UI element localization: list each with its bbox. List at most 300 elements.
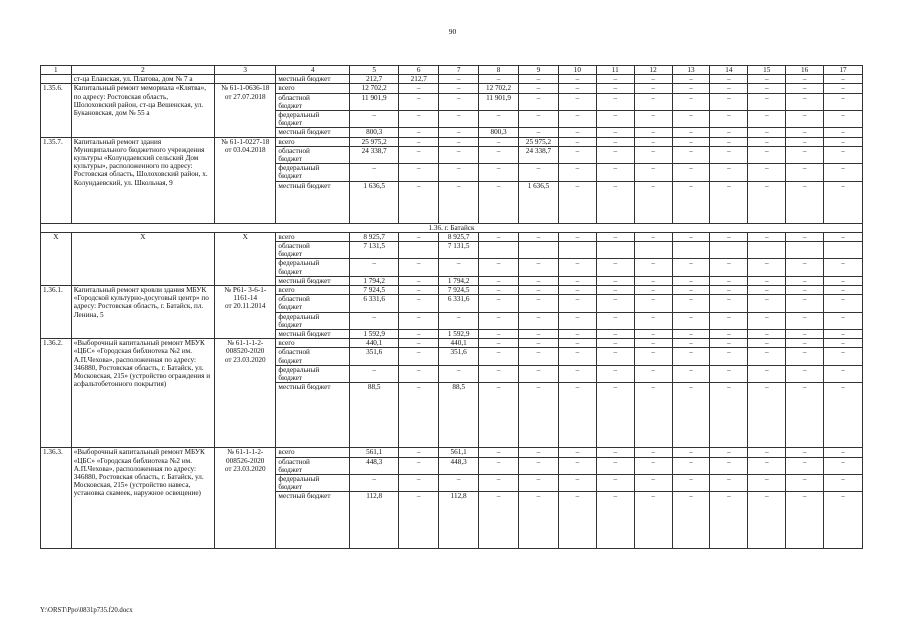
value-cell: – [479, 348, 519, 365]
column-number: 2 [71, 66, 214, 75]
value-cell: – [824, 181, 863, 223]
value-cell: – [596, 286, 634, 295]
value-cell [519, 242, 559, 259]
column-number: 1 [41, 66, 72, 75]
value-cell: – [479, 276, 519, 285]
value-cell: – [479, 339, 519, 348]
value-cell: – [748, 137, 786, 146]
object-name: Капитальный ремонт здания Муниципального бюджетного учреждения культуры «Колундаевский сельский Дом культуры», расположенного по адресу: Ростовская область, Шолоховский район, х. Колундаевский, ул. Школьная, 9 [71, 137, 214, 223]
budget-source: местный бюджет [276, 383, 350, 448]
value-cell: – [479, 295, 519, 312]
value-cell: – [596, 330, 634, 339]
value-cell: – [672, 492, 710, 549]
value-cell: – [558, 365, 596, 382]
value-cell: – [399, 137, 439, 146]
value-cell: – [399, 348, 439, 365]
value-cell: – [479, 492, 519, 549]
value-cell: – [786, 75, 824, 84]
value-cell: – [439, 474, 479, 491]
value-cell: 800,3 [350, 128, 399, 137]
value-cell: 800,3 [479, 128, 519, 137]
budget-source: федеральный бюджет [276, 474, 350, 491]
value-cell: – [399, 457, 439, 474]
value-cell: 8 925,7 [350, 232, 399, 241]
value-cell: – [710, 457, 748, 474]
value-cell: – [824, 348, 863, 365]
value-cell: – [672, 111, 710, 128]
value-cell: 88,5 [439, 383, 479, 448]
value-cell: – [824, 93, 863, 110]
value-cell: – [634, 474, 672, 491]
value-cell: – [399, 181, 439, 223]
value-cell: – [558, 232, 596, 241]
value-cell: – [786, 93, 824, 110]
value-cell: – [748, 474, 786, 491]
value-cell: – [519, 84, 559, 93]
value-cell: – [824, 492, 863, 549]
budget-source: областной бюджет [276, 242, 350, 259]
value-cell: – [479, 181, 519, 223]
value-cell: – [634, 457, 672, 474]
value-cell: – [824, 457, 863, 474]
object-name: X [71, 232, 214, 285]
value-cell: – [710, 474, 748, 491]
value-cell: – [672, 339, 710, 348]
value-cell: – [824, 339, 863, 348]
value-cell: – [634, 164, 672, 181]
value-cell: – [558, 457, 596, 474]
value-cell: – [672, 276, 710, 285]
value-cell: 1 592,9 [350, 330, 399, 339]
budget-source: федеральный бюджет [276, 259, 350, 276]
value-cell: – [634, 84, 672, 93]
value-cell: – [596, 259, 634, 276]
value-cell: – [596, 232, 634, 241]
column-number: 17 [824, 66, 863, 75]
value-cell: – [824, 286, 863, 295]
object-name: Капитальный ремонт кровли здания МБУК «Городской культурно-досуговый центр» по адресу: Ростовская область, г. Батайск, пл. Ленина, 5 [71, 286, 214, 339]
value-cell: – [596, 339, 634, 348]
value-cell: 88,5 [350, 383, 399, 448]
column-number: 15 [748, 66, 786, 75]
section-title: 1.36. г. Батайск [41, 223, 863, 232]
value-cell: – [710, 286, 748, 295]
expertise-doc: № 61-1-1-2- 008520-2020 от 23.03.2020 [215, 339, 276, 448]
value-cell: – [824, 75, 863, 84]
value-cell: – [399, 259, 439, 276]
value-cell: – [672, 457, 710, 474]
value-cell: – [824, 232, 863, 241]
object-name: «Выборочный капитальный ремонт МБУК «ЦБС» «Городская библиотека №2 им. А.П.Чехова», расположенная по адресу: 346880, Ростовская область, г. Батайск, ул. Московская, 215» (устройство ограждения и асфальтобетонного покрытия) [71, 339, 214, 448]
value-cell: – [710, 383, 748, 448]
value-cell: – [634, 137, 672, 146]
value-cell: – [786, 474, 824, 491]
value-cell: – [710, 181, 748, 223]
value-cell: – [558, 339, 596, 348]
budget-source: федеральный бюджет [276, 312, 350, 329]
value-cell: – [748, 312, 786, 329]
value-cell: – [596, 128, 634, 137]
value-cell: – [786, 448, 824, 457]
value-cell: 440,1 [350, 339, 399, 348]
value-cell [710, 242, 748, 259]
value-cell: – [519, 312, 559, 329]
value-cell: – [672, 474, 710, 491]
value-cell: – [710, 365, 748, 382]
value-cell: – [350, 111, 399, 128]
value-cell: – [558, 164, 596, 181]
value-cell: 351,6 [350, 348, 399, 365]
value-cell: – [748, 492, 786, 549]
value-cell: – [824, 330, 863, 339]
value-cell: – [786, 146, 824, 163]
budget-source: всего [276, 339, 350, 348]
value-cell: 8 925,7 [439, 232, 479, 241]
value-cell: – [634, 286, 672, 295]
value-cell: – [399, 286, 439, 295]
budget-source: всего [276, 84, 350, 93]
value-cell: – [710, 276, 748, 285]
value-cell: – [558, 259, 596, 276]
table-row [41, 137, 863, 146]
budget-source: областной бюджет [276, 93, 350, 110]
value-cell: – [558, 330, 596, 339]
value-cell: – [350, 365, 399, 382]
value-cell: – [479, 457, 519, 474]
value-cell: – [558, 128, 596, 137]
value-cell: – [479, 137, 519, 146]
column-number: 10 [558, 66, 596, 75]
value-cell: – [710, 339, 748, 348]
value-cell: – [786, 330, 824, 339]
value-cell: 11 901,9 [350, 93, 399, 110]
value-cell: 1 794,2 [439, 276, 479, 285]
value-cell: – [479, 259, 519, 276]
value-cell: – [748, 348, 786, 365]
value-cell: – [558, 146, 596, 163]
table-row [41, 75, 863, 84]
value-cell: – [672, 75, 710, 84]
value-cell: – [519, 457, 559, 474]
value-cell: – [479, 164, 519, 181]
value-cell: – [558, 312, 596, 329]
value-cell: – [634, 259, 672, 276]
value-cell [399, 242, 439, 259]
value-cell: – [786, 348, 824, 365]
value-cell: – [439, 128, 479, 137]
value-cell: – [748, 339, 786, 348]
value-cell: – [596, 75, 634, 84]
value-cell: – [786, 232, 824, 241]
value-cell: – [672, 164, 710, 181]
value-cell: – [479, 448, 519, 457]
value-cell: – [672, 146, 710, 163]
value-cell: – [399, 448, 439, 457]
value-cell: – [519, 276, 559, 285]
value-cell: – [634, 295, 672, 312]
value-cell: – [710, 312, 748, 329]
value-cell: – [672, 232, 710, 241]
value-cell: – [786, 295, 824, 312]
value-cell: – [748, 128, 786, 137]
value-cell: – [786, 84, 824, 93]
value-cell: – [786, 457, 824, 474]
value-cell: – [399, 295, 439, 312]
value-cell: 561,1 [350, 448, 399, 457]
value-cell: – [596, 137, 634, 146]
value-cell: – [479, 111, 519, 128]
value-cell: – [634, 146, 672, 163]
budget-source: всего [276, 137, 350, 146]
value-cell: – [824, 474, 863, 491]
value-cell: – [519, 365, 559, 382]
value-cell: – [672, 286, 710, 295]
value-cell: – [558, 276, 596, 285]
budget-source: местный бюджет [276, 75, 350, 84]
value-cell: – [672, 84, 710, 93]
value-cell: 448,3 [439, 457, 479, 474]
budget-source: областной бюджет [276, 295, 350, 312]
value-cell: – [350, 164, 399, 181]
value-cell: – [748, 259, 786, 276]
value-cell: 6 331,6 [350, 295, 399, 312]
value-cell: – [748, 84, 786, 93]
value-cell: – [786, 276, 824, 285]
value-cell: – [786, 383, 824, 448]
value-cell: – [558, 75, 596, 84]
value-cell: – [479, 330, 519, 339]
value-cell: – [399, 312, 439, 329]
value-cell: 7 924,5 [350, 286, 399, 295]
value-cell: – [786, 164, 824, 181]
table-row [41, 232, 863, 241]
value-cell: – [399, 146, 439, 163]
value-cell: – [596, 146, 634, 163]
value-cell: – [558, 111, 596, 128]
value-cell: – [439, 93, 479, 110]
value-cell: – [748, 383, 786, 448]
value-cell: – [824, 84, 863, 93]
budget-table [40, 65, 863, 549]
value-cell: – [399, 276, 439, 285]
value-cell: – [519, 330, 559, 339]
value-cell: – [558, 295, 596, 312]
value-cell: – [672, 365, 710, 382]
value-cell: – [596, 457, 634, 474]
value-cell: – [748, 146, 786, 163]
value-cell: – [710, 164, 748, 181]
item-number: 1.36.2. [41, 339, 72, 448]
value-cell: – [672, 348, 710, 365]
value-cell: – [479, 312, 519, 329]
value-cell: 12 702,2 [479, 84, 519, 93]
column-number: 12 [634, 66, 672, 75]
value-cell: – [634, 365, 672, 382]
value-cell: – [634, 330, 672, 339]
value-cell [824, 242, 863, 259]
value-cell: – [399, 164, 439, 181]
value-cell: – [710, 348, 748, 365]
budget-source: местный бюджет [276, 492, 350, 549]
value-cell: 11 901,9 [479, 93, 519, 110]
expertise-doc: X [215, 232, 276, 285]
value-cell: – [634, 111, 672, 128]
value-cell: 212,7 [399, 75, 439, 84]
table-row [41, 339, 863, 348]
value-cell: 112,8 [350, 492, 399, 549]
value-cell: – [519, 111, 559, 128]
value-cell: – [519, 492, 559, 549]
expertise-doc: № Р61- 3-6-1- 1161-14 от 20.11.2014 [215, 286, 276, 339]
value-cell: – [748, 365, 786, 382]
value-cell: – [439, 365, 479, 382]
value-cell: – [479, 146, 519, 163]
value-cell: – [519, 448, 559, 457]
value-cell: – [748, 330, 786, 339]
column-number: 9 [519, 66, 559, 75]
doc-cell [215, 75, 276, 84]
value-cell: – [710, 128, 748, 137]
value-cell: 25 975,2 [519, 137, 559, 146]
value-cell: 1 636,5 [350, 181, 399, 223]
value-cell: – [350, 312, 399, 329]
table-row [41, 448, 863, 457]
value-cell: – [634, 448, 672, 457]
budget-source: всего [276, 448, 350, 457]
value-cell: – [786, 259, 824, 276]
value-cell: 448,3 [350, 457, 399, 474]
value-cell: – [596, 164, 634, 181]
value-cell: – [748, 232, 786, 241]
value-cell: – [596, 312, 634, 329]
value-cell: – [634, 383, 672, 448]
value-cell: – [519, 383, 559, 448]
value-cell: – [710, 137, 748, 146]
value-cell: – [596, 348, 634, 365]
value-cell: – [439, 181, 479, 223]
value-cell: – [479, 383, 519, 448]
value-cell: – [596, 492, 634, 549]
value-cell: 7 131,5 [350, 242, 399, 259]
value-cell: – [479, 286, 519, 295]
value-cell: – [672, 312, 710, 329]
value-cell: – [439, 312, 479, 329]
value-cell: 440,1 [439, 339, 479, 348]
value-cell: – [399, 383, 439, 448]
budget-source: областной бюджет [276, 457, 350, 474]
value-cell: – [710, 330, 748, 339]
value-cell: – [519, 232, 559, 241]
page-number: 90 [448, 27, 457, 36]
value-cell: – [634, 232, 672, 241]
value-cell: – [596, 93, 634, 110]
item-number: 1.36.1. [41, 286, 72, 339]
value-cell: – [439, 146, 479, 163]
item-number: X [41, 232, 72, 285]
value-cell: – [558, 383, 596, 448]
value-cell: – [824, 128, 863, 137]
column-number: 4 [276, 66, 350, 75]
value-cell: – [399, 330, 439, 339]
footer-path: Y:\ORST\Ppo\0831p735.f20.docx [40, 607, 133, 614]
value-cell: – [748, 75, 786, 84]
value-cell: – [479, 474, 519, 491]
value-cell: – [519, 128, 559, 137]
column-number: 8 [479, 66, 519, 75]
value-cell: – [748, 457, 786, 474]
column-number: 13 [672, 66, 710, 75]
expertise-doc: № 61-1-1-2- 008526-2020 от 23.03.2020 [215, 448, 276, 549]
value-cell: – [519, 259, 559, 276]
value-cell: – [558, 474, 596, 491]
budget-source: областной бюджет [276, 348, 350, 365]
value-cell: 24 338,7 [350, 146, 399, 163]
column-number-row [41, 66, 863, 75]
column-number: 7 [439, 66, 479, 75]
value-cell: – [824, 137, 863, 146]
value-cell: – [596, 276, 634, 285]
value-cell: – [710, 146, 748, 163]
value-cell: – [399, 339, 439, 348]
value-cell: – [596, 448, 634, 457]
value-cell: 7 131,5 [439, 242, 479, 259]
value-cell: – [519, 348, 559, 365]
value-cell: – [634, 75, 672, 84]
value-cell: – [399, 232, 439, 241]
value-cell: – [399, 474, 439, 491]
value-cell: – [786, 137, 824, 146]
value-cell: 25 975,2 [350, 137, 399, 146]
value-cell: – [786, 339, 824, 348]
value-cell: – [748, 448, 786, 457]
table-row [41, 84, 863, 93]
value-cell: – [748, 93, 786, 110]
value-cell: – [634, 181, 672, 223]
value-cell: – [786, 128, 824, 137]
value-cell [748, 242, 786, 259]
column-number: 14 [710, 66, 748, 75]
value-cell: – [439, 84, 479, 93]
expertise-doc: № 61-1-0636-18 от 27.07.2018 [215, 84, 276, 137]
value-cell: – [439, 137, 479, 146]
value-cell: – [824, 448, 863, 457]
value-cell: – [558, 137, 596, 146]
value-cell: – [824, 295, 863, 312]
value-cell: – [596, 365, 634, 382]
value-cell: – [596, 383, 634, 448]
value-cell: – [710, 111, 748, 128]
budget-source: местный бюджет [276, 181, 350, 223]
value-cell: – [519, 164, 559, 181]
value-cell: – [399, 84, 439, 93]
column-number: 5 [350, 66, 399, 75]
value-cell: – [439, 111, 479, 128]
value-cell: – [596, 84, 634, 93]
value-cell: – [672, 295, 710, 312]
value-cell: – [519, 339, 559, 348]
value-cell: – [558, 286, 596, 295]
value-cell: – [596, 474, 634, 491]
value-cell: – [479, 75, 519, 84]
value-cell: 561,1 [439, 448, 479, 457]
budget-source: местный бюджет [276, 276, 350, 285]
value-cell: – [710, 448, 748, 457]
value-cell: – [399, 93, 439, 110]
budget-source: областной бюджет [276, 146, 350, 163]
value-cell: – [596, 181, 634, 223]
value-cell: 1 636,5 [519, 181, 559, 223]
value-cell: – [596, 295, 634, 312]
